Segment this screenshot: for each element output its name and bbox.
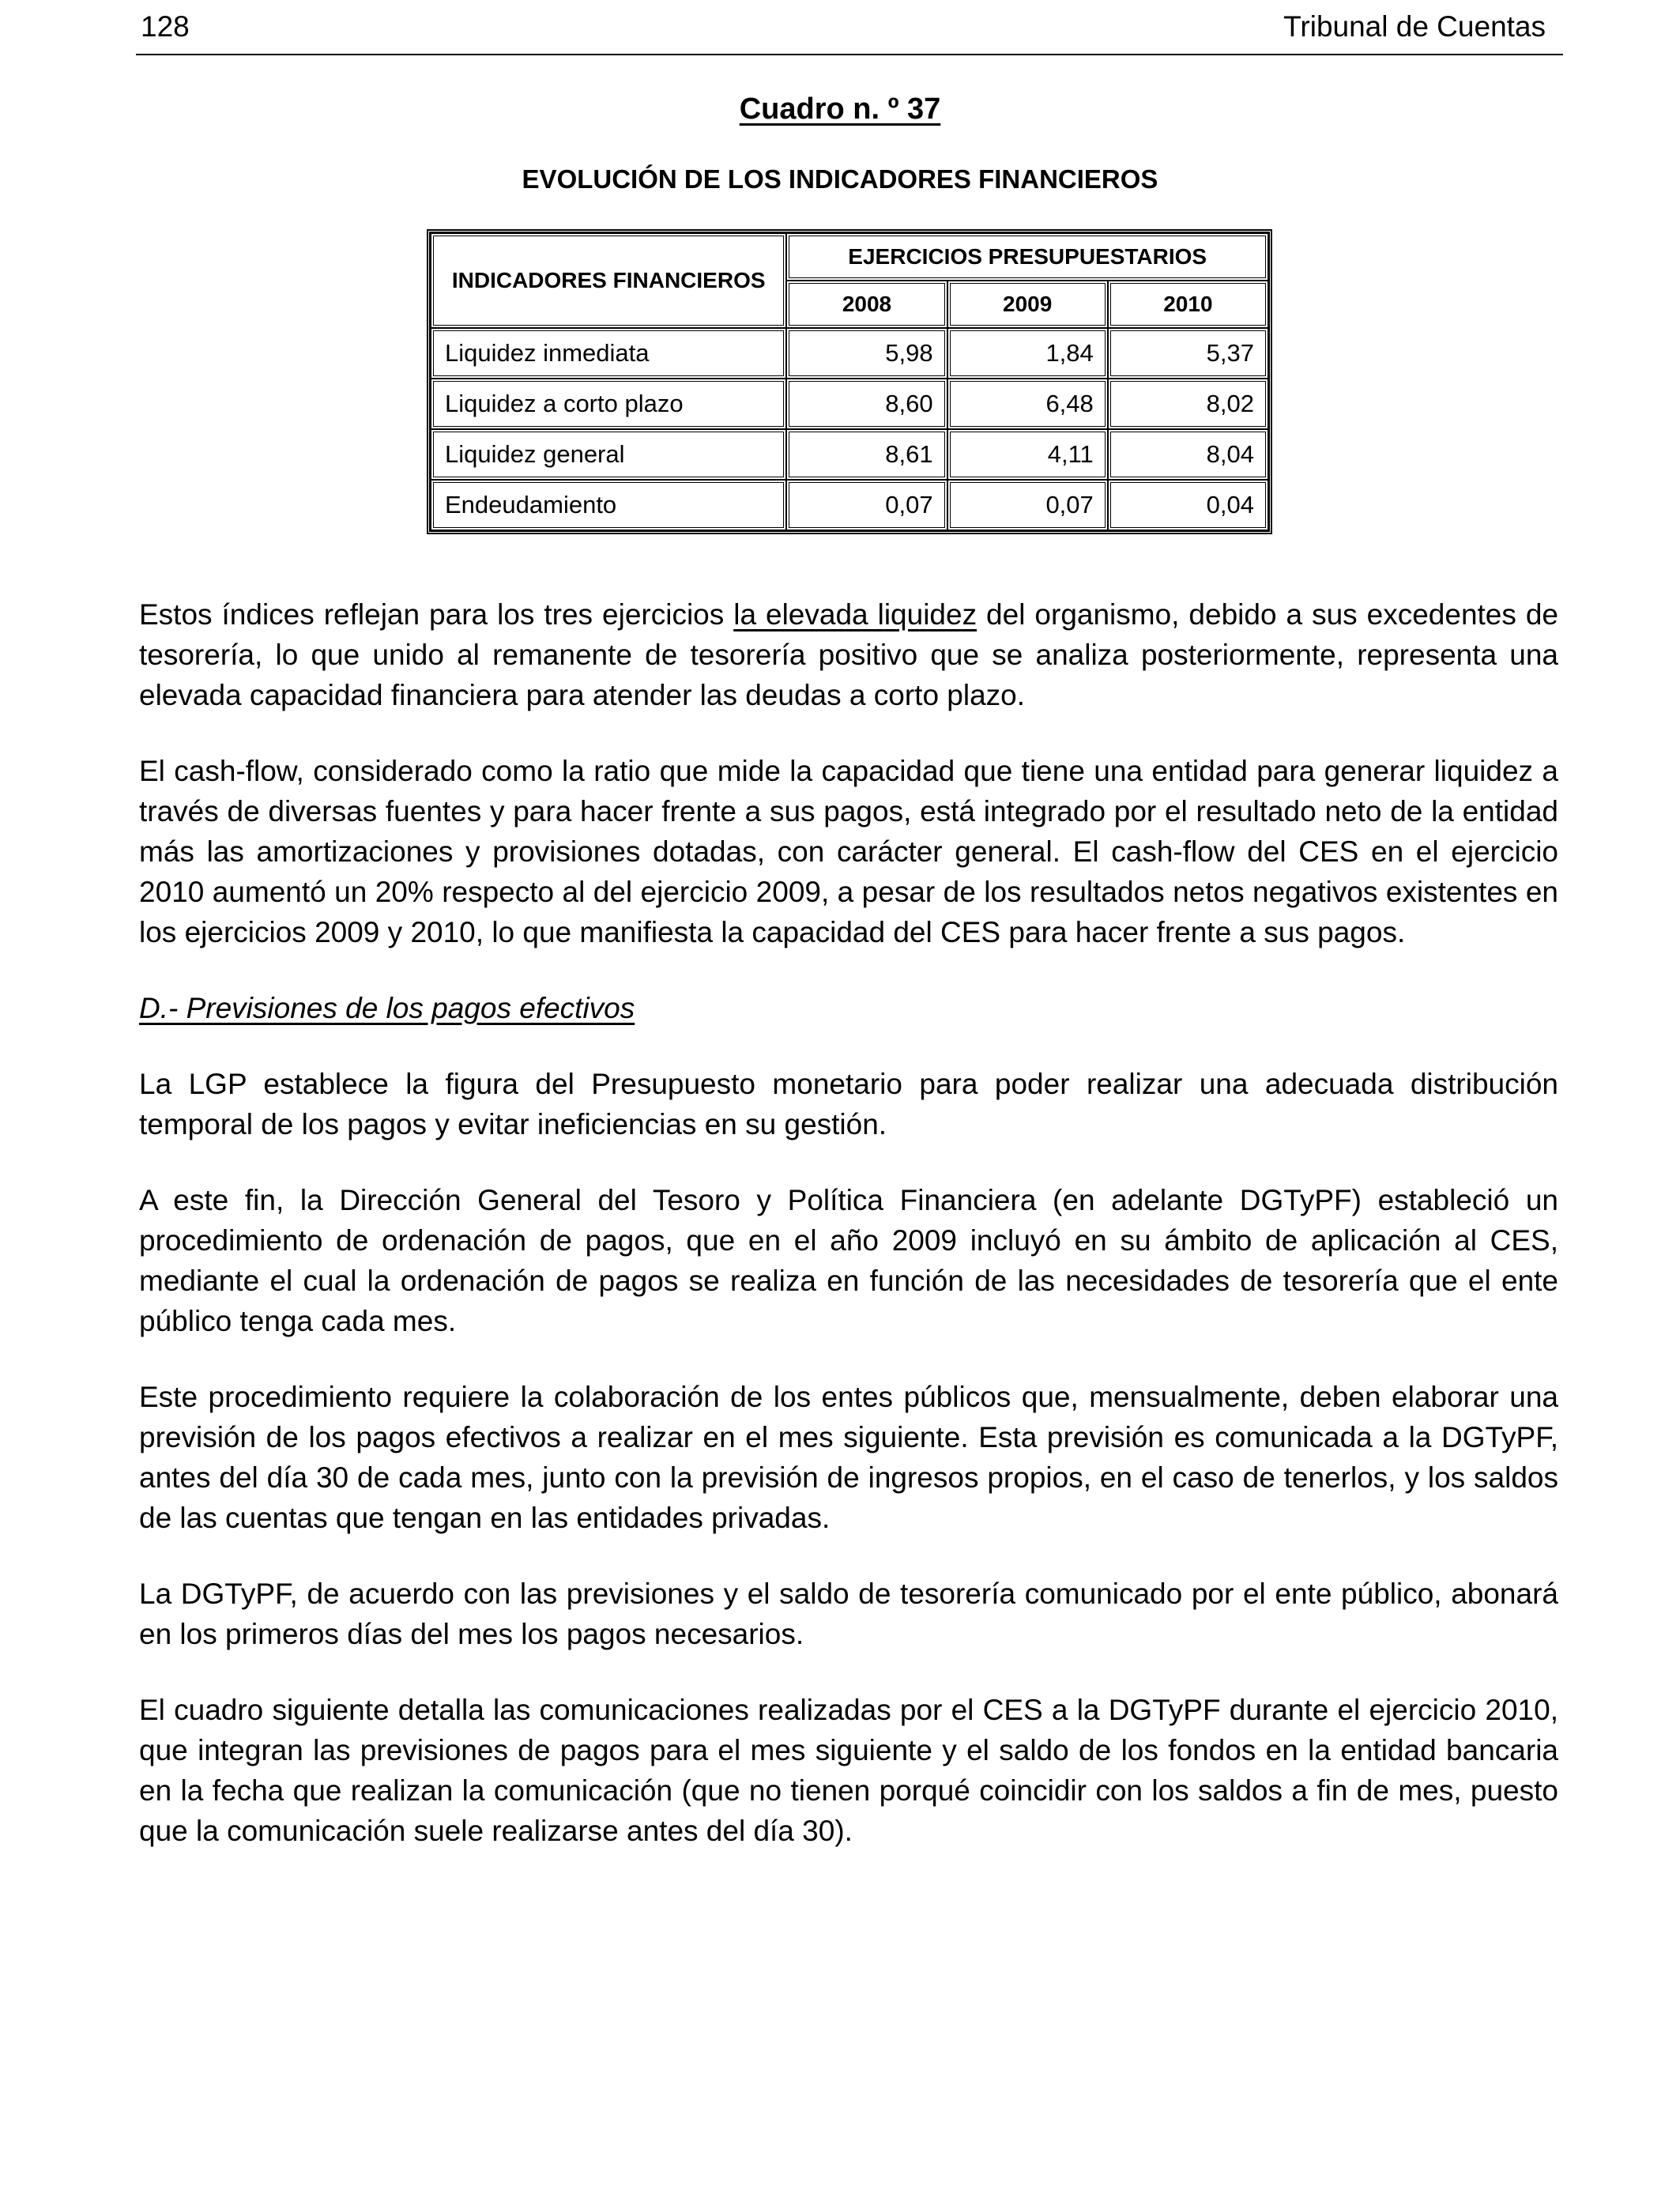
page-number: 128: [141, 10, 190, 43]
table-cell: 5,37: [1108, 328, 1268, 379]
indicators-table-wrapper: [427, 229, 1272, 534]
table-cell: 8,61: [786, 429, 947, 480]
row-label: Endeudamiento: [431, 480, 786, 530]
table-caption-title-text: Cuadro n. º 37: [739, 92, 941, 126]
paragraph-monthly-forecast: Este procedimiento requiere la colaboración de los entes públicos que, mensualmente, deben elaborar una previsión de los pagos efectivos a realizar en el mes siguiente. Esta previsión es comunicada a la DGTyPF, antes del día 30 de cada mes, junto con la previsión de ingresos propios, en el caso de tenerlos, y los saldos de las cuentas que tengan en las entidades privadas.: [139, 1381, 1558, 1534]
paragraph-dgtypf-procedure: A este fin, la Dirección General del Tesoro y Política Financiera (en adelante DGTyPF) estableció un procedimiento de ordenación de pagos, que en el año 2009 incluyó en su ámbito de aplicación al CES, mediante el cual la ordenación de pagos se realiza en función de las necesidades de tesorería que el ente público tenga cada mes.: [139, 1184, 1558, 1337]
indicators-table: [427, 229, 1272, 534]
table-cell: 0,04: [1108, 480, 1268, 530]
paragraph-liquidity: [139, 594, 1558, 715]
table-cell: 1,84: [947, 328, 1108, 379]
table-row: [431, 379, 1268, 429]
table-cell: 0,07: [786, 480, 947, 530]
table-cell: 4,11: [947, 429, 1108, 480]
paragraph-cash-flow: El cash-flow, considerado como la ratio que mide la capacidad que tiene una entidad para generar liquidez a través de diversas fuentes y para hacer frente a sus pagos, está integrado por el resultado neto de la entidad más las amortizaciones y provisiones dotadas, con carácter general. El cash-flow del CES en el ejercicio 2010 aumentó un 20% respecto al del ejercicio 2009, a pesar de los resultados netos negativos existentes en los ejercicios 2009 y 2010, lo que manifiesta la capacidad del CES para hacer frente a sus pagos.: [139, 755, 1558, 948]
table-caption-title: [0, 90, 1680, 128]
row-label: Liquidez general: [431, 429, 786, 480]
page-header: [136, 0, 1563, 55]
table-cell: 5,98: [786, 328, 947, 379]
underlined-phrase: la elevada liquidez: [733, 598, 977, 631]
table-cell: 8,60: [786, 379, 947, 429]
column-header-year: 2008: [786, 281, 947, 328]
table-cell: 8,04: [1108, 429, 1268, 480]
column-header-year: 2009: [947, 281, 1108, 328]
table-cell: 0,07: [947, 480, 1108, 530]
table-caption-subtitle: EVOLUCIÓN DE LOS INDICADORES FINANCIEROS: [522, 164, 1158, 194]
paragraph-dgtypf-payments: La DGTyPF, de acuerdo con las previsiones y el saldo de tesorería comunicado por el ente público, abonará en los primeros días del mes los pagos necesarios.: [139, 1578, 1558, 1650]
section-heading: [139, 988, 1558, 1028]
header-title: Tribunal de Cuentas: [1283, 10, 1546, 43]
row-label: Liquidez a corto plazo: [431, 379, 786, 429]
table-row: [431, 328, 1268, 379]
table-row: [431, 480, 1268, 530]
column-header-year: 2010: [1108, 281, 1268, 328]
column-header-group: EJERCICIOS PRESUPUESTARIOS: [786, 233, 1268, 281]
paragraph-text: del organismo, debido a sus excedentes de tesorería, lo que unido al remanente de tesorería positivo que se analiza posteriormente, representa una elevada capacidad financiera para atender las deudas a corto plazo.: [139, 598, 1559, 711]
section-heading-text: D.- Previsiones de los pagos efectivos: [139, 992, 635, 1024]
column-header-indicators: INDICADORES FINANCIEROS: [431, 233, 786, 328]
table-cell: 6,48: [947, 379, 1108, 429]
row-label: Liquidez inmediata: [431, 328, 786, 379]
table-cell: 8,02: [1108, 379, 1268, 429]
paragraph-lgp: La LGP establece la figura del Presupuesto monetario para poder realizar una adecuada distribución temporal de los pagos y evitar ineficiencias en su gestión.: [139, 1068, 1558, 1140]
table-row: [431, 429, 1268, 480]
paragraph-communications-table: El cuadro siguiente detalla las comunicaciones realizadas por el CES a la DGTyPF durante el ejercicio 2010, que integran las previsiones de pagos para el mes siguiente y el saldo de los fondos en la entidad bancaria en la fecha que realizan la comunicación (que no tienen porqué coincidir con los saldos a fin de mes, puesto que la comunicación suele realizarse antes del día 30).: [139, 1694, 1558, 1847]
paragraph-text: Estos índices reflejan para los tres ejercicios: [139, 598, 734, 631]
document-body: [139, 594, 1558, 1887]
